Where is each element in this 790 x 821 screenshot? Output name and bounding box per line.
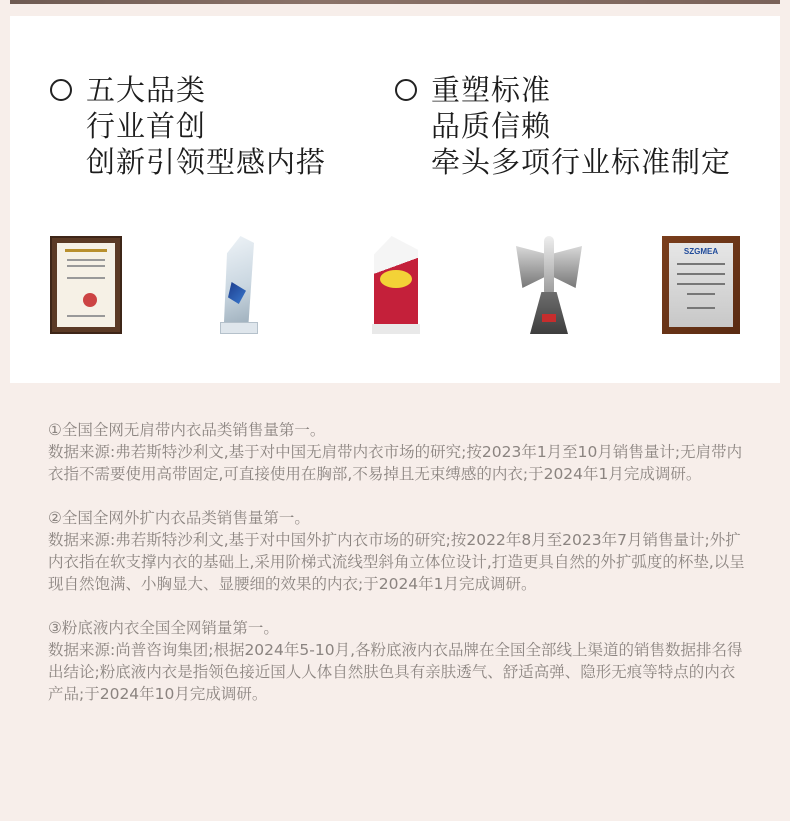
footnote-body: 数据来源:弗若斯特沙利文,基于对中国外扩内衣市场的研究;按2022年8月至2023年7月销售量计;外扩内衣指在软支撑内衣的基础上,采用阶梯式流线型斜角立体位设计,打造更具自然的外扩弧度的杯垫,以呈现自然饱满、小胸显大、显腰细的效果的内衣;于2024年1月完成调研。 xyxy=(48,531,745,593)
circle-bullet-icon xyxy=(50,79,72,101)
certificate-frame-icon xyxy=(50,236,122,334)
footnote-body: 数据来源:尚普咨询集团;根据2024年5-10月,各粉底液内衣品牌在全国全部线上渠道的销售数据排名得出结论;粉底液内衣是指领色接近国人人体自然肤色具有亲肤透气、舒适高弹、隐形无痕等特点的内衣产品;于2024年10月完成调研。 xyxy=(48,641,743,703)
feature-line: 牵头多项行业标准制定 xyxy=(431,145,732,179)
footnote xyxy=(48,507,748,595)
footnote xyxy=(48,617,748,705)
feature-block-categories xyxy=(50,72,326,180)
top-image-strip xyxy=(10,0,780,4)
footnote-title: ①全国全网无肩带内衣品类销售量第一。 xyxy=(48,421,326,439)
red-award-trophy-icon xyxy=(372,236,420,336)
footnote-body: 数据来源:弗若斯特沙利文,基于对中国无肩带内衣市场的研究;按2023年1月至10月销售量计;无肩带内衣指不需要使用高带固定,可直接使用在胸部,不易掉且无束缚感的内衣;于2024年1月完成调研。 xyxy=(48,443,743,483)
feature-line: 行业首创 xyxy=(86,109,207,143)
feature-line: 创新引领型感内搭 xyxy=(86,145,327,179)
feature-heading: 重塑标准 xyxy=(431,73,552,107)
feature-heading: 五大品类 xyxy=(86,73,207,107)
wooden-plaque-icon xyxy=(662,236,740,334)
crystal-trophy-icon xyxy=(220,236,260,336)
feature-block-standards xyxy=(395,72,731,180)
footnote xyxy=(48,419,748,485)
plaque-brand: SZGMEA xyxy=(683,247,719,256)
circle-bullet-icon xyxy=(395,79,417,101)
footnote-title: ③粉底液内衣全国全网销量第一。 xyxy=(48,619,279,637)
feature-card xyxy=(10,16,780,383)
footnotes xyxy=(48,419,748,727)
awards-row xyxy=(50,236,740,336)
feature-line: 品质信赖 xyxy=(431,109,552,143)
footnote-title: ②全国全网外扩内衣品类销售量第一。 xyxy=(48,509,310,527)
winged-trophy-icon xyxy=(512,236,586,336)
